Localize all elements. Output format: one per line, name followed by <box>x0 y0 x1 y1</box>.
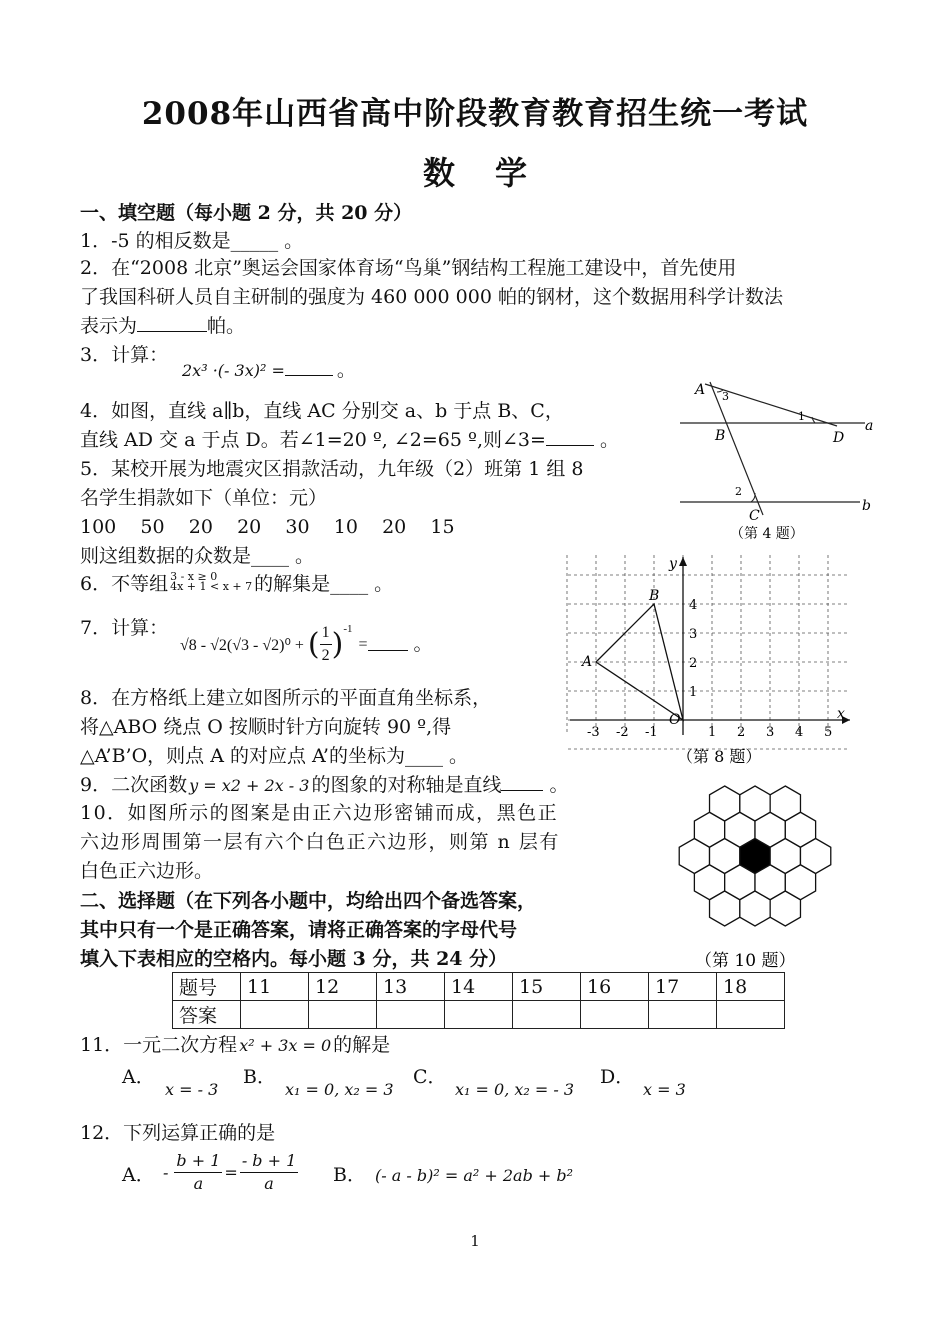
q6-suffix: 的解集是____ 。 <box>254 573 394 595</box>
answer-cell[interactable] <box>445 1001 513 1029</box>
answer-blank[interactable] <box>546 427 594 446</box>
q7-equals: = <box>358 635 368 653</box>
figure-4-diagram <box>665 360 880 545</box>
question-9 <box>80 771 569 800</box>
question-5-data: 100 50 20 20 30 10 20 15 <box>80 516 455 538</box>
table-cell: 15 <box>513 973 581 1001</box>
inequality-system <box>170 572 252 592</box>
page-number: 1 <box>470 1232 480 1250</box>
q9-text: 的图象的对称轴是直线 <box>311 774 502 796</box>
x-tick-label: 1 <box>708 725 717 740</box>
question-4-line2 <box>80 426 619 455</box>
question-2-line2: 了我国科研人员自主研制的强度为 460 000 000 帕的钢材，这个数据用科学计数法 <box>80 286 783 308</box>
section2-heading-line3: 填入下表相应的空格内。每小题 3 分，共 24 分） <box>80 948 508 970</box>
question-5-line2: 名学生捐款如下（单位：元） <box>80 487 328 509</box>
q9-prefix: 9．二次函数 <box>80 774 188 796</box>
q9-end: 。 <box>543 774 569 796</box>
q12-denominator-1: a <box>193 1174 204 1193</box>
x-label: x <box>837 706 845 722</box>
y-tick-labels <box>689 598 697 700</box>
answer-cell[interactable] <box>377 1001 445 1029</box>
label-A: A <box>695 382 706 398</box>
section2-heading-line1: 二、选择题（在下列各小题中，均给出四个备选答案， <box>80 890 537 912</box>
question-6 <box>80 570 393 599</box>
x-tick-label: -1 <box>645 725 658 740</box>
table-cell: 14 <box>445 973 513 1001</box>
q12-option-a-label[interactable]: A． <box>122 1164 155 1186</box>
inequality-1: 3 - x ≥ 0 <box>170 570 218 583</box>
table-cell: 答案 <box>173 1001 241 1029</box>
q11-option-c: x₁ = 0, x₂ = - 3 <box>455 1080 575 1099</box>
inequality-2: 4x + 1 < x + 7 <box>170 580 253 593</box>
label-b: b <box>862 498 871 514</box>
answer-cell[interactable] <box>649 1001 717 1029</box>
paren-right: ) <box>331 627 344 662</box>
point-A-label: A <box>582 654 593 670</box>
table-cell: 16 <box>581 973 649 1001</box>
q4-end: 。 <box>593 429 619 451</box>
q12-option-b: (- a - b)² = a² + 2ab + b² <box>375 1166 574 1185</box>
answer-cell[interactable] <box>581 1001 649 1029</box>
x-tick-label: -3 <box>587 725 600 740</box>
x-tick-label: -2 <box>616 725 629 740</box>
q11-text: 11．一元二次方程 <box>80 1034 238 1056</box>
q6-prefix: 6．不等组 <box>80 573 169 595</box>
answer-blank[interactable] <box>368 638 408 651</box>
q7-fraction <box>320 622 332 667</box>
question-2-line3 <box>80 312 245 341</box>
question-10-line2: 六边形周围第一层有六个白色正六边形，则第 n 层有 <box>80 831 560 853</box>
answer-table <box>172 972 785 1029</box>
table-cell: 13 <box>377 973 445 1001</box>
table-cell: 17 <box>649 973 717 1001</box>
answer-blank[interactable] <box>137 313 207 332</box>
section2-heading-line2: 其中只有一个是正确答案，请将正确答案的字母代号 <box>80 919 518 941</box>
q12-equals: = <box>224 1163 238 1182</box>
question-10-line1: 10．如图所示的图案是由正六边形密铺而成，黑色正 <box>80 802 559 824</box>
subject-title: 数学 <box>422 154 567 192</box>
q12-fraction-2 <box>240 1150 299 1195</box>
q12-denominator-2: a <box>264 1174 274 1193</box>
q3-expression: 2x³ ·(- 3x)² = <box>182 361 285 380</box>
paren-left: ( <box>307 627 320 662</box>
question-8-line3: △A’B’O，则点 A 的对应点 A’的坐标为____ 。 <box>80 745 469 767</box>
q11-option-d-label[interactable]: D． <box>600 1066 635 1088</box>
question-12: 12．下列运算正确的是 <box>80 1122 276 1144</box>
q12-minus: - <box>163 1163 169 1182</box>
q11-option-b: x₁ = 0, x₂ = 3 <box>285 1080 394 1099</box>
q11-option-a: x = - 3 <box>165 1080 219 1099</box>
question-11 <box>80 1031 390 1060</box>
q4-text: 直线 AD 交 a 于点 D。若∠1=20 º, ∠2=65 º,则∠3= <box>80 429 546 451</box>
answer-table-header-row <box>173 973 785 1001</box>
label-B: B <box>715 428 726 444</box>
q11-option-a-label[interactable]: A． <box>122 1066 155 1088</box>
answer-cell[interactable] <box>309 1001 377 1029</box>
question-10-line3: 白色正六边形。 <box>80 860 214 882</box>
label-angle-1: 1 <box>798 410 805 423</box>
table-cell: 18 <box>717 973 785 1001</box>
hexagon-tiling <box>679 786 831 926</box>
q12-numerator-2: - b + 1 <box>240 1150 299 1173</box>
q11-option-b-label[interactable]: B． <box>243 1066 276 1088</box>
q12-fraction-1 <box>174 1150 222 1195</box>
question-3-expr <box>182 356 356 385</box>
table-cell: 12 <box>309 973 377 1001</box>
y-tick-label: 4 <box>689 598 698 613</box>
x-tick-label: 4 <box>795 725 804 740</box>
y-tick-label: 3 <box>689 627 698 642</box>
x-tick-label: 2 <box>737 725 746 740</box>
q2-prefix: 表示为 <box>80 315 138 337</box>
triangle-ABO <box>596 604 683 720</box>
label-angle-3: 3 <box>722 390 729 403</box>
q2-suffix: 帕。 <box>207 315 246 337</box>
question-7-label: 7．计算： <box>80 617 169 639</box>
q7-denominator: 2 <box>321 647 330 664</box>
x-tick-label: 5 <box>824 725 833 740</box>
table-cell: 11 <box>241 973 309 1001</box>
exam-title: 2008年山西省高中阶段教育教育招生统一考试 <box>141 96 809 132</box>
question-3-label: 3．计算： <box>80 344 169 366</box>
q7-expression: √8 - √2(√3 - √2)⁰ + <box>180 636 304 654</box>
q12-option-a <box>163 1150 298 1195</box>
q3-end: 。 <box>336 359 356 381</box>
figure-4-caption: （第 4 题） <box>730 526 804 542</box>
question-7-expr <box>180 622 433 667</box>
figure-10-caption: （第 10 题） <box>695 951 796 971</box>
y-label: y <box>669 556 677 572</box>
section1-heading: 一、填空题（每小题 2 分，共 20 分） <box>80 202 413 224</box>
x-tick-labels <box>587 725 832 740</box>
question-4-line1: 4．如图，直线 a∥b，直线 AC 分别交 a、b 于点 B、C， <box>80 400 564 422</box>
question-1: 1．-5 的相反数是_____ 。 <box>80 230 304 252</box>
q9-function: y = x2 + 2x - 3 <box>189 776 310 795</box>
question-8-line1: 8．在方格纸上建立如图所示的平面直角坐标系， <box>80 687 492 709</box>
q11-equation: x² + 3x = 0 <box>239 1036 332 1055</box>
q7-exponent: -1 <box>343 622 353 635</box>
q11-end: 的解是 <box>333 1034 391 1056</box>
question-2-line1: 2．在“2008 北京”奥运会国家体育场“鸟巢”钢结构工程施工建设中，首先使用 <box>80 257 737 279</box>
origin-label: O <box>669 712 681 728</box>
y-tick-label: 1 <box>689 685 698 700</box>
q7-dot: 。 <box>413 633 433 655</box>
q12-option-b-label[interactable]: B． <box>333 1164 366 1186</box>
label-D: D <box>833 430 845 446</box>
question-5-line1: 5．某校开展为地震灾区捐款活动，九年级（2）班第 1 组 8 <box>80 458 584 480</box>
label-a: a <box>865 418 874 434</box>
figure-10-hexagons <box>675 776 840 976</box>
y-axis-arrow <box>679 557 687 566</box>
label-angle-2: 2 <box>735 485 742 498</box>
q7-numerator: 1 <box>320 622 332 645</box>
q12-numerator-1: b + 1 <box>174 1150 222 1173</box>
q11-option-c-label[interactable]: C． <box>413 1066 447 1088</box>
answer-cell[interactable] <box>241 1001 309 1029</box>
q11-option-d: x = 3 <box>643 1080 686 1099</box>
question-5-line3: 则这组数据的众数是____ 。 <box>80 545 315 567</box>
answer-table-answer-row <box>173 1001 785 1029</box>
question-8-line2: 将△ABO 绕点 O 按顺时针方向旋转 90 º,得 <box>80 716 452 738</box>
figure-8-caption: （第 8 题） <box>677 747 762 766</box>
point-B-label: B <box>649 588 660 604</box>
y-tick-label: 2 <box>689 656 698 671</box>
label-C: C <box>749 508 760 524</box>
figure-8-grid <box>565 552 855 772</box>
x-tick-label: 3 <box>766 725 775 740</box>
table-cell: 题号 <box>173 973 241 1001</box>
answer-blank[interactable] <box>285 363 333 376</box>
answer-cell[interactable] <box>717 1001 785 1029</box>
answer-cell[interactable] <box>513 1001 581 1029</box>
answer-blank[interactable] <box>501 772 543 791</box>
